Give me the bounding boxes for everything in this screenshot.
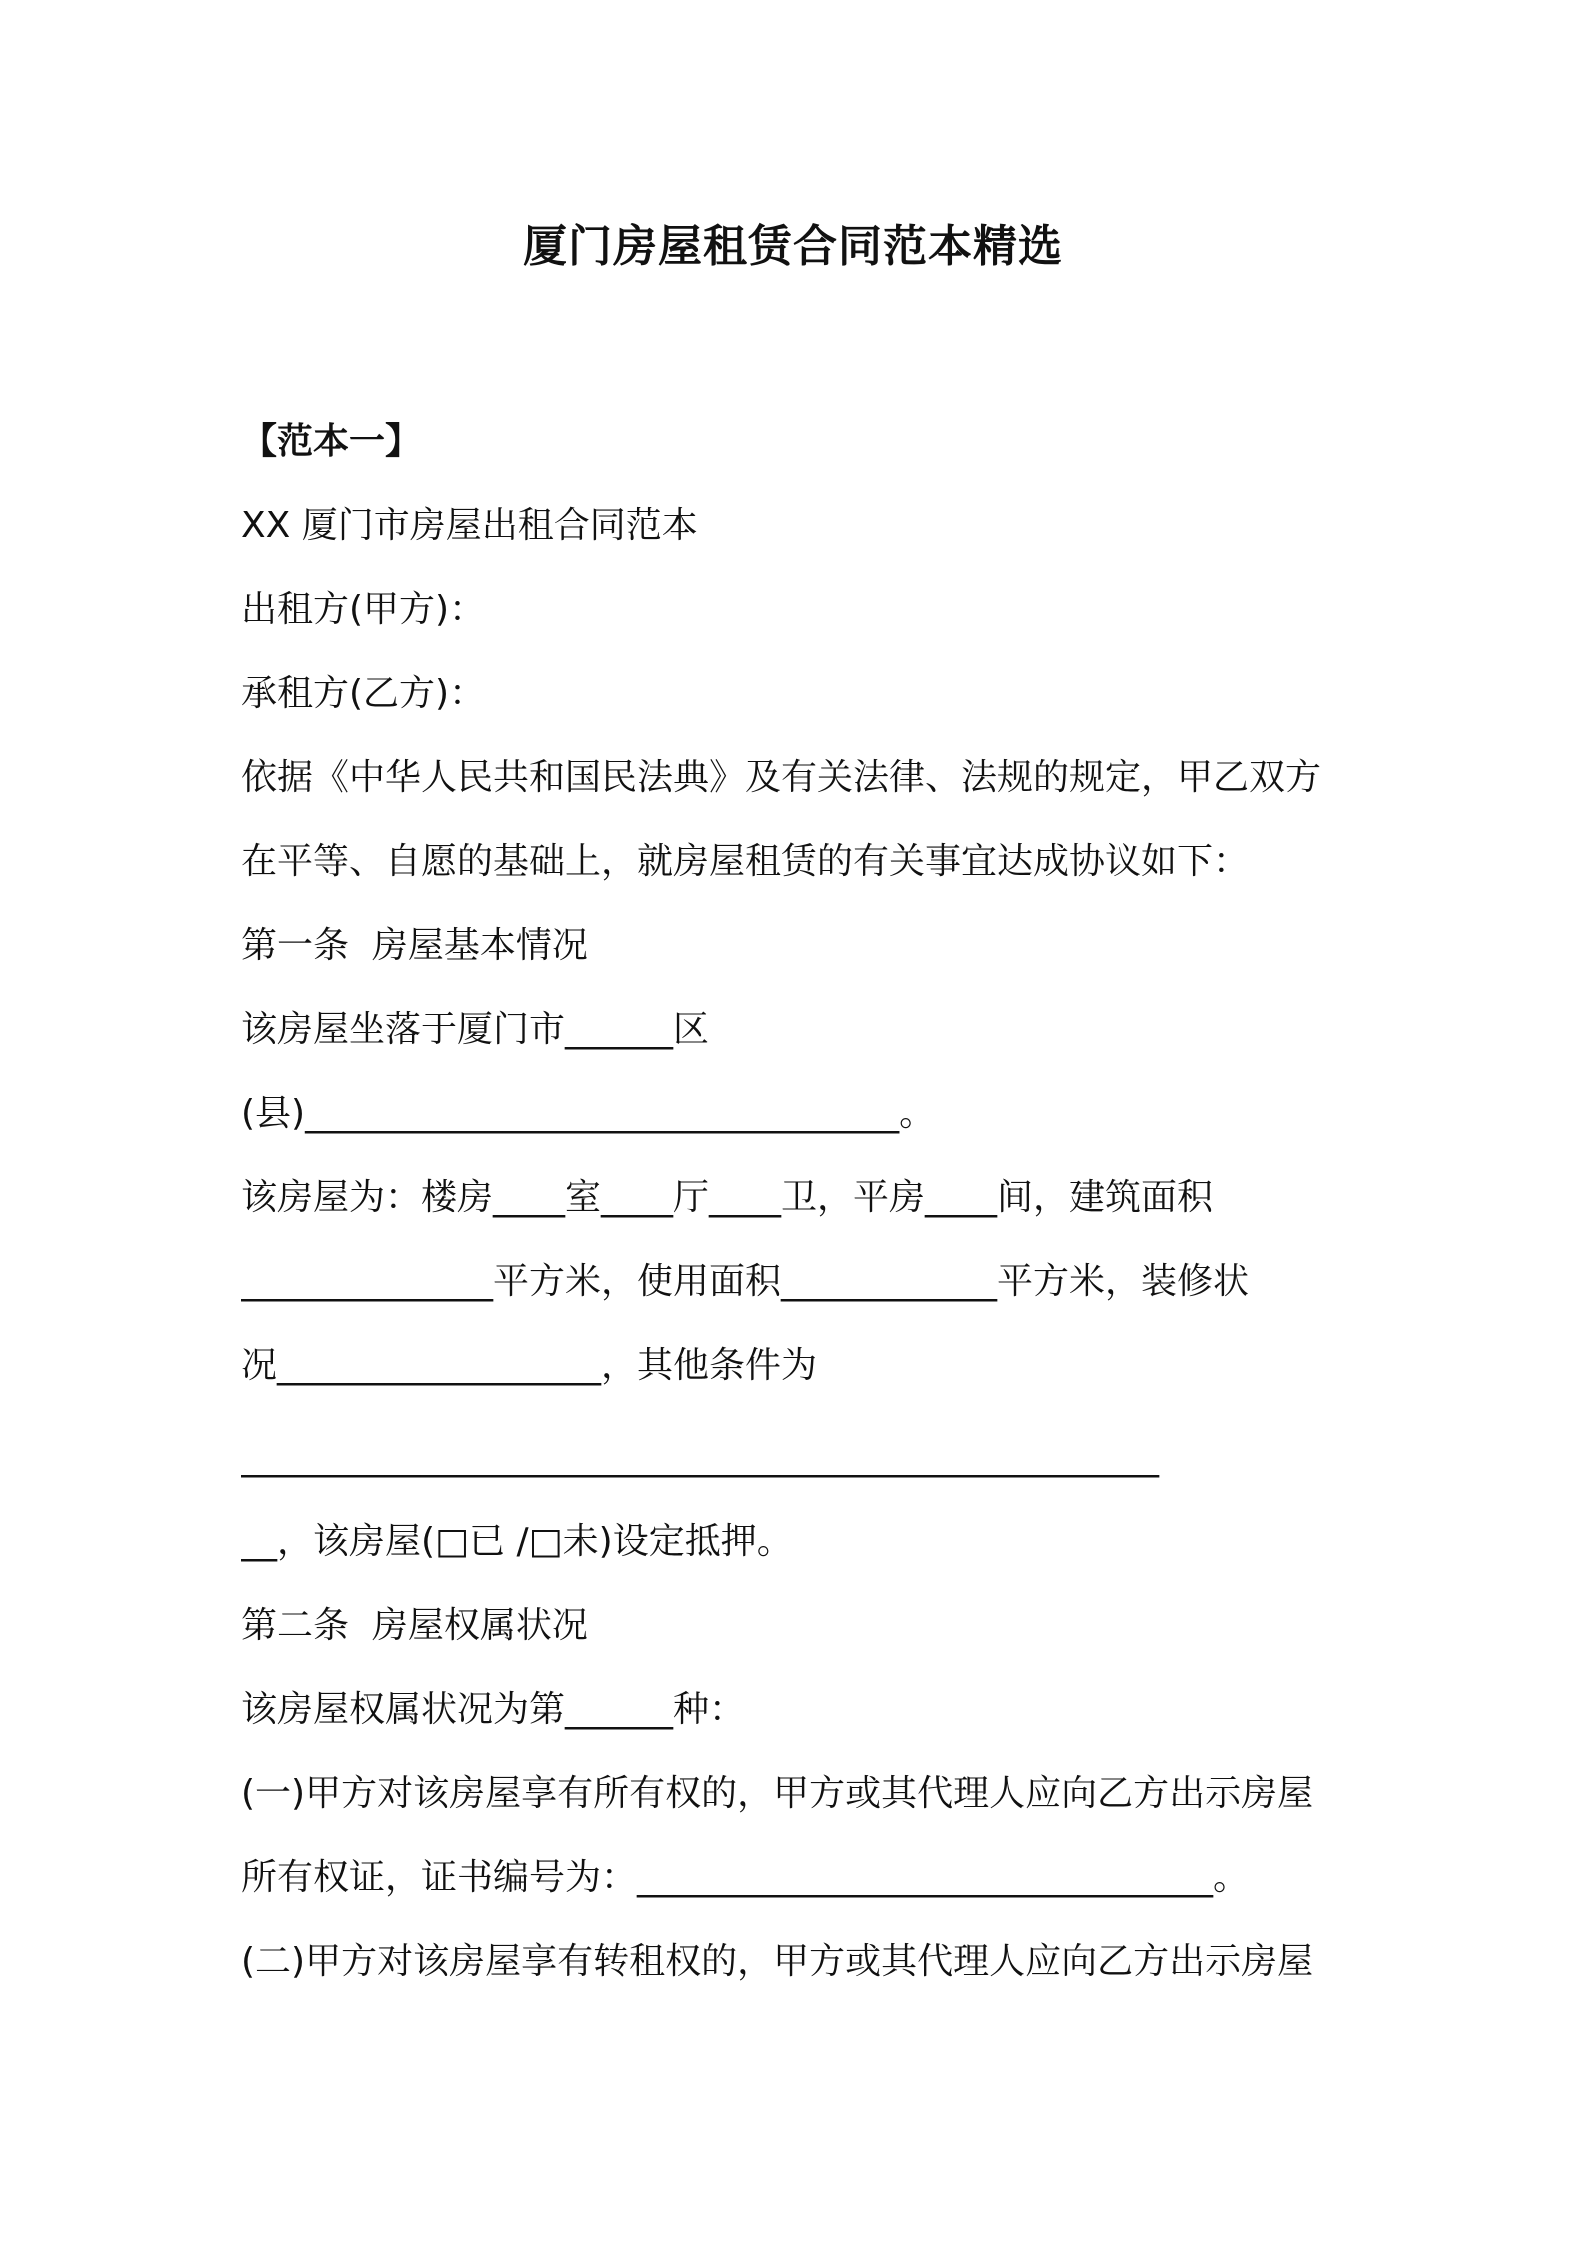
paragraph-line: (一)甲方对该房屋享有所有权的，甲方或其代理人应向乙方出示房屋 xyxy=(241,1773,1314,1814)
paragraph-line: 该房屋权属状况为第______种： xyxy=(241,1689,746,1730)
lessee-field: 承租方(乙方)： xyxy=(241,673,486,714)
article-heading: 第一条 房屋基本情况 xyxy=(241,925,588,966)
paragraph-line: 况__________________，其他条件为 xyxy=(241,1345,818,1386)
paragraph-line: 该房屋为：楼房____室____厅____卫，平房____间，建筑面积 xyxy=(241,1177,1214,1218)
paragraph-line: 在平等、自愿的基础上，就房屋租赁的有关事宜达成协议如下： xyxy=(241,841,1250,882)
blank-line: ___________________________________________________ xyxy=(241,1437,1159,1478)
paragraph-line: 所有权证，证书编号为：________________________________。 xyxy=(241,1857,1250,1898)
lessor-field: 出租方(甲方)： xyxy=(241,589,486,630)
paragraph-line: (县)_________________________________。 xyxy=(241,1093,936,1134)
paragraph-line: (二)甲方对该房屋享有转租权的，甲方或其代理人应向乙方出示房屋 xyxy=(241,1941,1314,1982)
paragraph-line: ______________平方米，使用面积____________平方米，装修状 xyxy=(241,1261,1250,1302)
sample-heading: 【范本一】 xyxy=(241,421,422,462)
paragraph-line: 依据《中华人民共和国民法典》及有关法律、法规的规定，甲乙双方 xyxy=(241,757,1322,798)
contract-subtitle: XX 厦门市房屋出租合同范本 xyxy=(241,505,698,546)
paragraph-line: 该房屋坐落于厦门市______区 xyxy=(241,1009,710,1050)
article-heading: 第二条 房屋权属状况 xyxy=(241,1605,588,1646)
document-title: 厦门房屋租赁合同范本精选 xyxy=(523,221,1063,272)
paragraph-line: __，该房屋(□已 /□未)设定抵押。 xyxy=(241,1521,793,1562)
